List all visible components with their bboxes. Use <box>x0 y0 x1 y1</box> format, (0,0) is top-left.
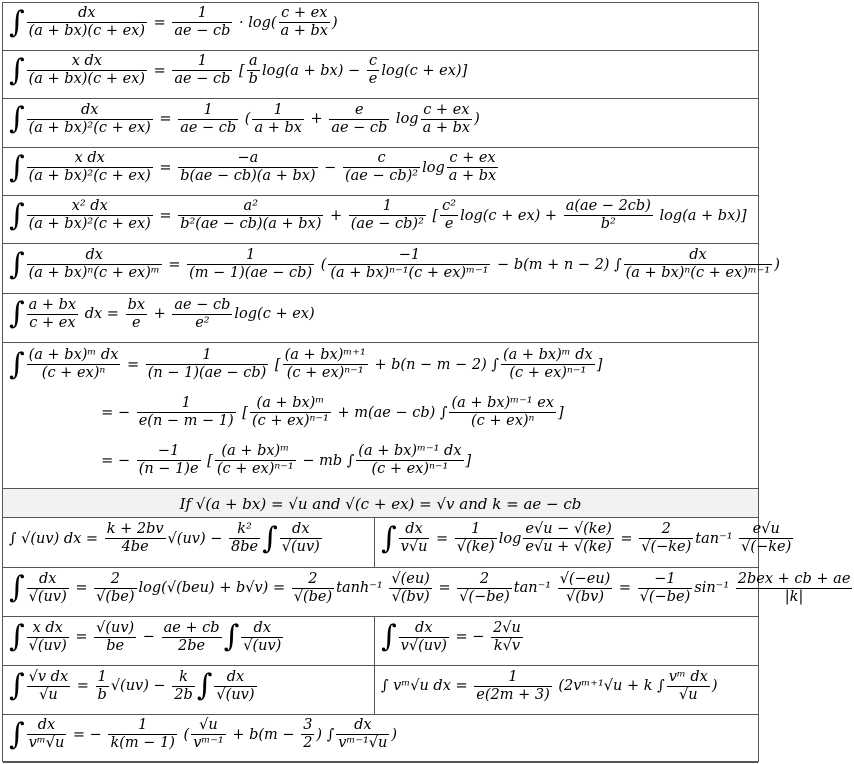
fraction: $\frac{dx}{\text{(a + bx)ⁿ(c + ex)ᵐ⁻¹}}$ <box>625 247 771 281</box>
fraction: $\frac{dx}{v√u}$ <box>400 521 428 555</box>
formula-row <box>3 196 758 244</box>
formula-row <box>3 715 758 763</box>
fraction: $\frac{e}{ae - cb}$ <box>331 101 388 136</box>
substitution-band <box>3 489 758 518</box>
formula: ∫ √(uv) dx = $\frac{k + 2bv}{4be}$ √(uv) − $\frac{\text{k²}}{8be}$ ∫ $\frac{dx}{√(uv)}$ <box>9 520 320 556</box>
right-formula-cell <box>375 518 792 567</box>
fraction: $\frac{\text{x dx}}{(a + bx)(c + ex)}$ <box>28 53 145 87</box>
formula-row <box>3 148 758 196</box>
formula: ∫ $\frac{dx}{\text{(a + bx)ⁿ(c + ex)ᵐ}}$ = $\frac{1}{(m - 1)(ae - cb)}$ ( $\frac{-1}{\text{(a + bx)ⁿ⁻¹(c + ex)ᵐ⁻¹}}$ − b(m + n − 2) ∫ $\frac{dx}{\text{(a + bx)ⁿ(c + ex)ᵐ⁻¹}}$ ) <box>9 246 780 282</box>
formula-line: ∫ $\frac{\text{(a + bx)ᵐ dx}}{\text{(c + ex)ⁿ}}$ = $\frac{1}{(n - 1)(ae - cb)}$ [ $\frac{\text{(a + bx)ᵐ⁺¹}}{\text{(c + ex)ⁿ⁻¹}}$ + b(n − m − 2) ∫ $\frac{\text{(a + bx)ᵐ dx}}{\text{(c + ex)ⁿ⁻¹}}$ ] <box>9 346 603 382</box>
fraction: $\frac{\text{c²}}{e}$ <box>442 198 457 232</box>
fraction: $\frac{\text{(a + bx)ᵐ dx}}{\text{(c + ex)ⁿ}}$ <box>28 347 119 381</box>
fraction: $\frac{1}{√(ke)}$ <box>456 521 495 555</box>
fraction: $\frac{k}{2b}$ <box>174 668 193 703</box>
fraction: $\frac{a}{b}$ <box>248 53 258 87</box>
formula-row <box>3 244 780 294</box>
integral-sign-icon: ∫ <box>9 668 25 703</box>
fraction: $\frac{dx}{√(uv)}$ <box>216 668 255 703</box>
formula: ∫ $\frac{dx}{√(uv)}$ = $\frac{2}{√(be)}$ log(√(beu) + b√v) = $\frac{2}{√(be)}$ tanh⁻¹ $\frac{√(eu)}{√(bv)}$ = $\frac{2}{√(-be)}$ tan⁻¹ $\frac{√(-eu)}{√(bv)}$ = $\frac{-1}{√(-be)}$ sin⁻¹ $\frac{\text{2bex + cb + ae}}{|k|}$ <box>9 570 851 605</box>
fraction: $\frac{\text{vᵐ dx}}{√u}$ <box>668 668 708 703</box>
fraction: $\frac{1}{ae - cb}$ <box>180 101 237 136</box>
formula: ∫ $\frac{\text{x dx}}{\text{(a + bx)²(c + ex)}}$ = $\frac{-a}{b(ae - cb)(a + bx)}$ − $\frac{c}{\text{(ae − cb)²}}$ log $\frac{c + ex}{a + bx}$ <box>9 149 497 185</box>
formula: ∫ $\frac{dx}{(a + bx)(c + ex)}$ = $\frac{1}{ae - cb}$ · log( $\frac{c + ex}{a + bx}$ ) <box>9 4 338 40</box>
fraction: $\frac{ae - cb}{\text{e²}}$ <box>174 296 231 331</box>
fraction: $\frac{2}{√(be)}$ <box>96 570 135 605</box>
fraction: $\frac{-a}{b(ae - cb)(a + bx)}$ <box>180 150 316 184</box>
right-formula-cell <box>375 617 758 665</box>
formula-row <box>3 518 792 568</box>
formula-line: = − $\frac{-1}{(n - 1)e}$ [ $\frac{\text{(a + bx)ᵐ}}{\text{(c + ex)ⁿ⁻¹}}$ − mb ∫ $\frac{\text{(a + bx)ᵐ⁻¹ dx}}{\text{(c + ex)ⁿ⁻¹}}$ ] <box>9 443 472 477</box>
fraction: $\frac{1}{\text{(ae − cb)²}}$ <box>350 198 424 232</box>
fraction: $\frac{\text{x dx}}{\text{(a + bx)²(c + ex)}}$ <box>28 150 151 184</box>
fraction: $\frac{dx}{√(uv)}$ <box>243 619 282 654</box>
formula: ∫ $\frac{\text{√v dx}}{√u}$ = $\frac{1}{b}$ √(uv) − $\frac{k}{2b}$ ∫ $\frac{dx}{√(uv)}$ <box>9 668 255 703</box>
integral-sign-icon: ∫ <box>9 716 25 752</box>
integral-sign-icon: ∫ <box>9 52 25 88</box>
fraction: $\frac{2√u}{k√v}$ <box>493 619 521 654</box>
fraction: $\frac{c + ex}{a + bx}$ <box>280 5 328 39</box>
integral-sign-icon: ∫ <box>381 619 397 654</box>
left-formula-cell <box>3 518 375 567</box>
fraction: $\frac{e√u}{√(-ke)}$ <box>741 521 792 555</box>
fraction: $\frac{3}{2}$ <box>303 717 313 751</box>
integral-sign-icon: ∫ <box>9 246 25 282</box>
fraction: $\frac{\text{(a + bx)ᵐ⁻¹ ex}}{\text{(c + ex)ⁿ}}$ <box>451 395 554 429</box>
fraction: $\frac{dx}{√(uv)}$ <box>28 570 67 605</box>
formula: ∫ $\frac{dx}{\text{(a + bx)²(c + ex)}}$ = $\frac{1}{ae - cb}$ ( $\frac{1}{a + bx}$ + $\frac{e}{ae - cb}$ log $\frac{c + ex}{a + bx}$ ) <box>9 101 480 136</box>
fraction: $\frac{dx}{v√(uv)}$ <box>400 619 447 654</box>
fraction: $\frac{1}{(n - 1)(ae - cb)}$ <box>147 347 267 381</box>
formula-row <box>3 666 758 715</box>
formula-line: = − $\frac{1}{e(n - m - 1)}$ [ $\frac{\text{(a + bx)ᵐ}}{\text{(c + ex)ⁿ⁻¹}}$ + m(ae − cb) ∫ $\frac{\text{(a + bx)ᵐ⁻¹ ex}}{\text{(c + ex)ⁿ}}$ ] <box>9 395 564 429</box>
fraction: $\frac{\text{a²}}{\text{b²(ae − cb)(a + bx)}}$ <box>180 198 322 232</box>
fraction: $\frac{c}{e}$ <box>368 53 378 87</box>
substitution-text: If √(a + bx) = √u and √(c + ex) = √v and k = ae − cb <box>179 495 582 513</box>
fraction: $\frac{-1}{√(-be)}$ <box>639 570 691 605</box>
fraction: $\frac{\text{(a + bx)ᵐ⁺¹}}{\text{(c + ex)ⁿ⁻¹}}$ <box>284 347 366 381</box>
fraction: $\frac{-1}{\text{(a + bx)ⁿ⁻¹(c + ex)ᵐ⁻¹}}$ <box>330 247 489 281</box>
fraction: $\frac{c}{\text{(ae − cb)²}}$ <box>344 150 419 184</box>
fraction: $\frac{\text{x² dx}}{\text{(a + bx)²(c + ex)}}$ <box>28 198 151 232</box>
fraction: $\frac{√(-eu)}{√(bv)}$ <box>559 570 611 605</box>
fraction: $\frac{2}{√(-be)}$ <box>459 570 510 605</box>
fraction: $\frac{-1}{(n - 1)e}$ <box>138 443 199 477</box>
integral-sign-icon: ∫ <box>9 101 25 136</box>
integral-sign-icon: ∫ <box>9 619 25 654</box>
fraction: $\frac{√u}{\text{vᵐ⁻¹}}$ <box>193 717 224 751</box>
fraction: $\frac{e√u - √(ke)}{e√u + √(ke)}$ <box>525 521 612 555</box>
formula-row <box>3 294 758 343</box>
formula-row <box>3 568 851 617</box>
fraction: $\frac{2}{√(-ke)}$ <box>641 521 692 555</box>
fraction: $\frac{dx}{\text{(a + bx)²(c + ex)}}$ <box>28 101 151 136</box>
formula-row <box>3 99 758 148</box>
fraction: $\frac{dx}{√(uv)}$ <box>281 521 320 555</box>
integral-sign-icon: ∫ <box>9 4 25 40</box>
fraction: $\frac{1}{b}$ <box>97 668 107 703</box>
integral-sign-icon: ∫ <box>9 346 25 382</box>
fraction: $\frac{ae + cb}{2be}$ <box>163 619 220 654</box>
fraction: $\frac{dx}{\text{vᵐ⁻¹√u}}$ <box>338 717 388 751</box>
fraction: $\frac{\text{k²}}{8be}$ <box>231 521 259 555</box>
fraction: $\frac{bx}{e}$ <box>127 296 146 331</box>
fraction: $\frac{1}{e(n - m - 1)}$ <box>138 395 234 429</box>
fraction: $\frac{\text{(a + bx)ᵐ⁻¹ dx}}{\text{(c + ex)ⁿ⁻¹}}$ <box>358 443 462 477</box>
fraction: $\frac{dx}{\text{(a + bx)ⁿ(c + ex)ᵐ}}$ <box>28 247 160 281</box>
integral-table <box>2 2 851 762</box>
integral-sign-icon: ∫ <box>9 296 25 331</box>
fraction: $\frac{1}{ae - cb}$ <box>174 53 231 87</box>
fraction: $\frac{1}{(m - 1)(ae - cb)}$ <box>189 247 313 281</box>
integral-sign-icon: ∫ <box>9 149 25 185</box>
formula: ∫ $\frac{\text{x dx}}{(a + bx)(c + ex)}$ = $\frac{1}{ae - cb}$ [ $\frac{a}{b}$ log(a + bx) − $\frac{c}{e}$ log(c + ex)] <box>9 52 468 88</box>
fraction: $\frac{k + 2bv}{4be}$ <box>106 521 164 555</box>
fraction: $\frac{c + ex}{a + bx}$ <box>448 150 497 184</box>
formula: ∫ $\frac{dx}{\text{vᵐ√u}}$ = − $\frac{1}{k(m - 1)}$ ( $\frac{√u}{\text{vᵐ⁻¹}}$ + b(m − $\frac{3}{2}$ ) ∫ $\frac{dx}{\text{vᵐ⁻¹√u}}$ ) <box>9 716 398 752</box>
formula: ∫ vᵐ√u dx = $\frac{1}{e(2m + 3)}$ (2vᵐ⁺¹√u + k ∫ $\frac{\text{vᵐ dx}}{√u}$ ) <box>381 668 718 703</box>
fraction: $\frac{a(ae - 2cb)}{\text{b²}}$ <box>565 198 651 232</box>
integral-sign-icon: ∫ <box>196 668 213 703</box>
formula: ∫ $\frac{dx}{v√u}$ = $\frac{1}{√(ke)}$ log $\frac{e√u - √(ke)}{e√u + √(ke)}$ = $\frac{2}{√(-ke)}$ tan⁻¹ $\frac{e√u}{√(-ke)}$ <box>381 520 792 556</box>
fraction: $\frac{√(eu)}{√(bv)}$ <box>391 570 430 605</box>
fraction: $\frac{c + ex}{a + bx}$ <box>422 101 471 136</box>
fraction: $\frac{\text{√v dx}}{√u}$ <box>28 668 69 703</box>
fraction: $\frac{\text{(a + bx)ᵐ dx}}{\text{(c + ex)ⁿ⁻¹}}$ <box>502 347 593 381</box>
right-formula-cell <box>375 666 758 714</box>
fraction: $\frac{1}{ae - cb}$ <box>174 5 231 39</box>
integral-sign-icon: ∫ <box>9 197 25 233</box>
fraction: $\frac{dx}{(a + bx)(c + ex)}$ <box>28 5 145 39</box>
fraction: $\frac{\text{(a + bx)ᵐ}}{\text{(c + ex)ⁿ⁻¹}}$ <box>251 395 329 429</box>
formula-row <box>3 343 758 489</box>
formula: ∫ $\frac{\text{x dx}}{√(uv)}$ = $\frac{√(uv)}{be}$ − $\frac{ae + cb}{2be}$ ∫ $\frac{dx}{√(uv)}$ <box>9 619 282 654</box>
formula: ∫ $\frac{dx}{v√(uv)}$ = − $\frac{2√u}{k√v}$ <box>381 619 521 654</box>
fraction: $\frac{a + bx}{c + ex}$ <box>28 296 77 331</box>
fraction: $\frac{1}{k(m - 1)}$ <box>110 717 175 751</box>
integral-sign-icon: ∫ <box>223 619 240 654</box>
formula-row <box>3 3 758 51</box>
fraction: $\frac{1}{a + bx}$ <box>254 101 302 136</box>
left-formula-cell <box>3 617 375 665</box>
fraction: $\frac{\text{x dx}}{√(uv)}$ <box>28 619 67 654</box>
integral-sign-icon: ∫ <box>9 570 25 605</box>
fraction: $\frac{√(uv)}{be}$ <box>96 619 135 654</box>
formula: ∫ $\frac{\text{x² dx}}{\text{(a + bx)²(c + ex)}}$ = $\frac{\text{a²}}{\text{b²(ae − cb)(a + bx)}}$ + $\frac{1}{\text{(ae − cb)²}}$ [ $\frac{\text{c²}}{e}$ log(c + ex) + $\frac{a(ae - 2cb)}{\text{b²}}$ log(a + bx)] <box>9 197 747 233</box>
integral-sign-icon: ∫ <box>381 520 397 556</box>
fraction: $\frac{2}{√(be)}$ <box>293 570 333 605</box>
formula-row <box>3 51 758 99</box>
fraction: $\frac{1}{e(2m + 3)}$ <box>476 668 550 703</box>
fraction: $\frac{dx}{\text{vᵐ√u}}$ <box>28 717 65 751</box>
fraction: $\frac{\text{(a + bx)ᵐ}}{\text{(c + ex)ⁿ⁻¹}}$ <box>216 443 294 477</box>
formula-row <box>3 617 758 666</box>
fraction: $\frac{\text{2bex + cb + ae}}{|k|}$ <box>737 570 851 605</box>
formula: ∫ $\frac{a + bx}{c + ex}$ dx = $\frac{bx}{e}$ + $\frac{ae - cb}{\text{e²}}$ log(c + ex) <box>9 296 315 331</box>
integral-sign-icon: ∫ <box>262 520 278 556</box>
left-formula-cell <box>3 666 375 714</box>
